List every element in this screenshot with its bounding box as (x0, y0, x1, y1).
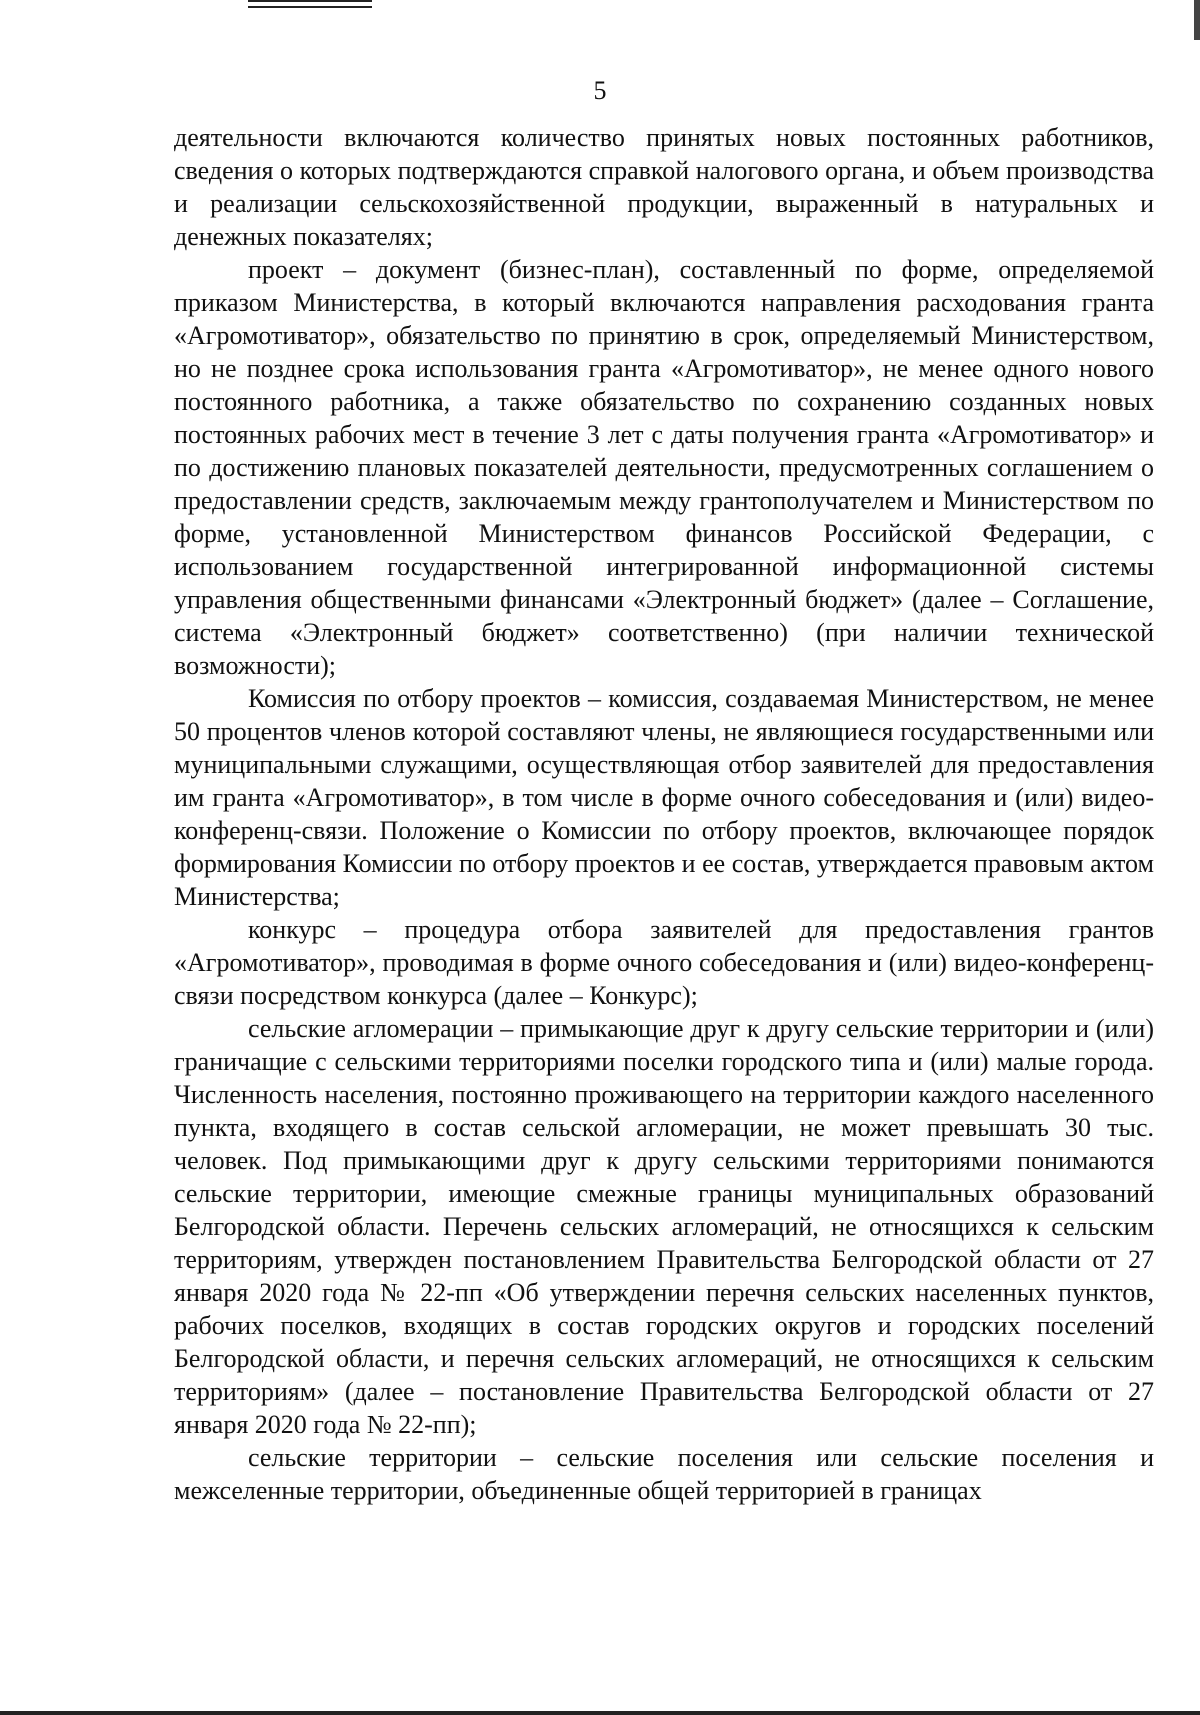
paragraph-contest-definition: конкурс – процедура отбора заявителей для предоставления грантов «Агромотиватор», проводимая в форме очного собеседования и (или) видео-конференц-связи посредством конкурса (далее – Конкурс); (174, 915, 1154, 1010)
paragraph-continuation: деятельности включаются количество принятых новых постоянных работников, сведения о которых подтверждаются справкой налогового органа, и объем производства и реализации сельскохозяйственной продукции, выраженный в натуральных и денежных показателях; (174, 123, 1154, 251)
scan-artifact-right-edge (1194, 0, 1200, 40)
page-number: 5 (593, 76, 607, 105)
scan-artifact-top (248, 0, 372, 8)
paragraph-project-definition: проект – документ (бизнес-план), составленный по форме, определяемой приказом Министерства, в который включаются направления расходования гранта «Агромотиватор», обязательство по принятию в срок, определяемый Министерством, но не позднее срока использования гранта «Агромотиватор», не менее одного нового постоянного работника, а также обязательство по сохранению созданных новых постоянных рабочих мест в течение 3 лет с даты получения гранта «Агромотиватор» и по достижению плановых показателей деятельности, предусмотренных соглашением о предоставлении средств, заключаемым между грантополучателем и Министерством по форме, установленной Министерством финансов Российской Федерации, с использованием государственной интегрированной информационной системы управления общественными финансами «Электронный бюджет» (далее – Соглашение, система «Электронный бюджет» соответственно) (при наличии технической возможности); (174, 255, 1154, 680)
paragraph-agglomeration-definition: сельские агломерации – примыкающие друг к другу сельские территории и (или) граничащие с сельскими территориями поселки городского типа и (или) малые города. Численность населения, постоянно проживающего на территории каждого населенного пункта, входящего в состав сельской агломерации, не может превышать 30 тыс. человек. Под примыкающими друг к другу сельскими территориями понимаются сельские территории, имеющие смежные границы муниципальных образований Белгородской области. Перечень сельских агломераций, не относящихся к сельским территориям, утвержден постановлением Правительства Белгородской области от 27 января 2020 года № 22-пп «Об утверждении перечня сельских населенных пунктов, рабочих поселков, входящих в состав городских округов и городских поселений Белгородской области, и перечня сельских агломераций, не относящихся к сельским территориям» (далее – постановление Правительства Белгородской области от 27 января 2020 года № 22-пп); (174, 1014, 1154, 1439)
paragraph-rural-territories-definition: сельские территории – сельские поселения или сельские поселения и межселенные территории, объединенные общей территорией в границах (174, 1443, 1154, 1505)
paragraph-commission-definition: Комиссия по отбору проектов – комиссия, создаваемая Министерством, не менее 50 процентов членов которой составляют члены, не являющиеся государственными или муниципальными служащими, осуществляющая отбор заявителей для предоставления им гранта «Агромотиватор», в том числе в форме очного собеседования и (или) видео-конференц-связи. Положение о Комиссии по отбору проектов, включающее порядок формирования Комиссии по отбору проектов и ее состав, утверждается правовым актом Министерства; (174, 684, 1154, 911)
scan-artifact-bottom-edge (0, 1711, 1200, 1715)
document-body (174, 121, 1154, 1507)
